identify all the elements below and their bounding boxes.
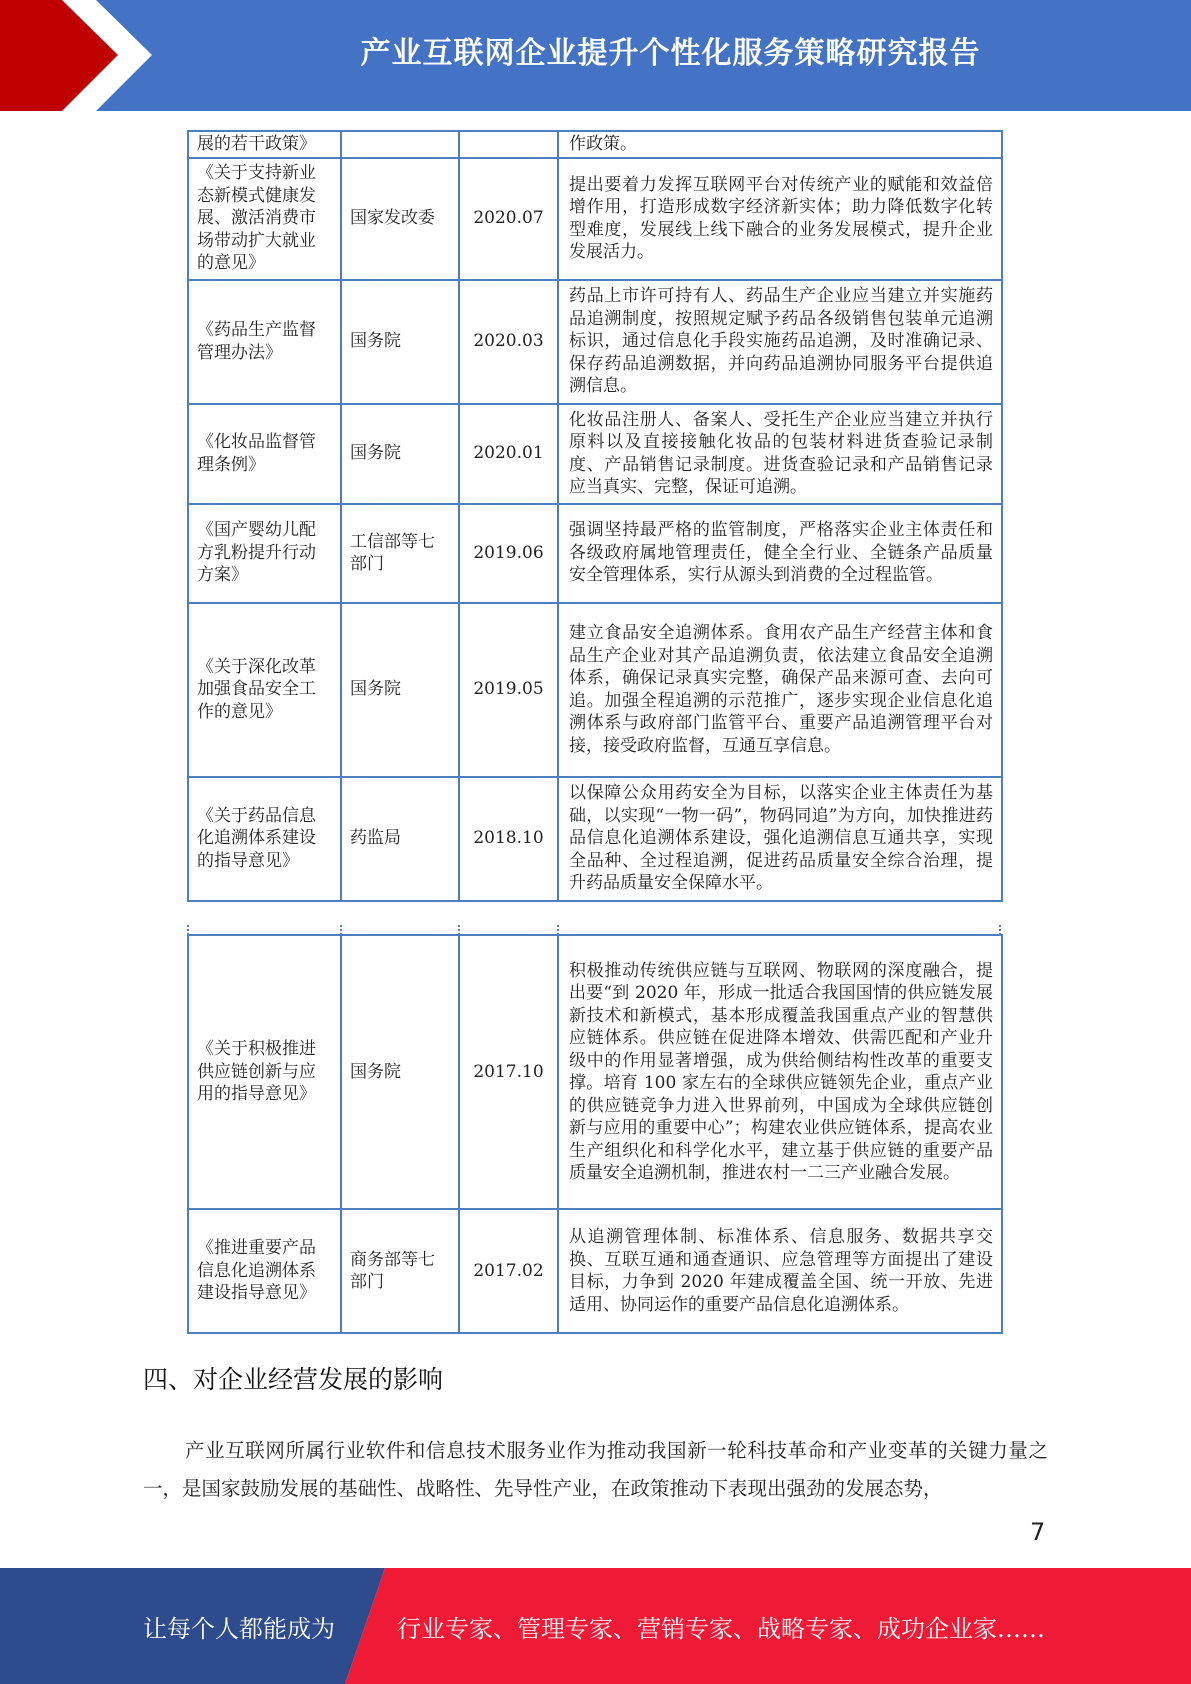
department-cell: 国家发改委 bbox=[341, 158, 459, 280]
policy-table-part-2 bbox=[187, 934, 1003, 1334]
department-cell: 国务院 bbox=[341, 935, 459, 1209]
date-cell: 2019.05 bbox=[459, 603, 558, 777]
header-chevron-decoration bbox=[0, 0, 160, 111]
description-cell: 以保障公众用药安全为目标，以落实企业主体责任为基础，以实现“一物一码”，物码同追”为方向，加快推进药品信息化追溯体系建设，强化追溯信息互通共享，实现全品种、全过程追溯，促进药品质量安全综合治理，提升药品质量安全保障水平。 bbox=[558, 777, 1002, 901]
date-cell: 2018.10 bbox=[459, 777, 558, 901]
date-cell: 2020.07 bbox=[459, 158, 558, 280]
department-cell: 工信部等七部门 bbox=[341, 504, 459, 603]
department-cell: 国务院 bbox=[341, 280, 459, 404]
department-cell: 商务部等七部门 bbox=[341, 1209, 459, 1333]
table-row bbox=[188, 777, 1002, 901]
table-row bbox=[188, 1209, 1002, 1333]
date-cell: 2019.06 bbox=[459, 504, 558, 603]
page-footer bbox=[0, 1568, 1191, 1684]
table-row bbox=[188, 603, 1002, 777]
policy-name-cell: 《关于积极推进供应链创新与应用的指导意见》 bbox=[188, 935, 341, 1209]
description-cell: 建立食品安全追溯体系。食用农产品生产经营主体和食品生产企业对其产品追溯负责，依法建立食品安全追溯体系，确保记录真实完整，确保产品来源可查、去向可追。加强全程追溯的示范推广，逐步实现企业信息化追溯体系与政府部门监管平台、重要产品追溯管理平台对接，接受政府监督，互通互享信息。 bbox=[558, 603, 1002, 777]
policy-name-cell: 《推进重要产品信息化追溯体系建设指导意见》 bbox=[188, 1209, 341, 1333]
description-cell: 化妆品注册人、备案人、受托生产企业应当建立并执行原料以及直接接触化妆品的包装材料进货查验记录制度、产品销售记录制度。进货查验记录和产品销售记录应当真实、完整，保证可追溯。 bbox=[558, 404, 1002, 504]
description-cell: 作政策。 bbox=[558, 131, 1002, 158]
description-cell: 从追溯管理体制、标准体系、信息服务、数据共享交换、互联互通和通查通识、应急管理等方面提出了建设目标，力争到 2020 年建成覆盖全国、统一开放、先进适用、协同运作的重要产品信息化追溯体系。 bbox=[558, 1209, 1002, 1333]
table-row bbox=[188, 158, 1002, 280]
date-cell: 2017.10 bbox=[459, 935, 558, 1209]
policy-name-cell: 《关于支持新业态新模式健康发展、激活消费市场带动扩大就业的意见》 bbox=[188, 158, 341, 280]
table-row bbox=[188, 131, 1002, 158]
table-row bbox=[188, 280, 1002, 404]
department-cell bbox=[341, 131, 459, 158]
department-cell: 药监局 bbox=[341, 777, 459, 901]
date-cell: 2020.01 bbox=[459, 404, 558, 504]
department-cell: 国务院 bbox=[341, 404, 459, 504]
footer-slogan-right: 行业专家、管理专家、营销专家、战略专家、成功企业家…… bbox=[397, 1614, 1045, 1643]
table-row bbox=[188, 935, 1002, 1209]
department-cell: 国务院 bbox=[341, 603, 459, 777]
page-number: 7 bbox=[1030, 1518, 1046, 1546]
policy-name-cell: 《化妆品监督管理条例》 bbox=[188, 404, 341, 504]
date-cell: 2017.02 bbox=[459, 1209, 558, 1333]
page-header bbox=[0, 0, 1191, 111]
policy-name-cell: 《关于深化改革加强食品安全工作的意见》 bbox=[188, 603, 341, 777]
description-cell: 药品上市许可持有人、药品生产企业应当建立并实施药品追溯制度，按照规定赋予药品各级销售包装单元追溯标识，通过信息化手段实施药品追溯，及时准确记录、保存药品追溯数据，并向药品追溯协同服务平台提供追溯信息。 bbox=[558, 280, 1002, 404]
body-paragraph: 产业互联网所属行业软件和信息技术服务业作为推动我国新一轮科技革命和产业变革的关键力量之一，是国家鼓励发展的基础性、战略性、先导性产业，在政策推动下表现出强劲的发展态势， bbox=[143, 1439, 1048, 1500]
date-cell bbox=[459, 131, 558, 158]
table-row bbox=[188, 504, 1002, 603]
policy-table-part-1 bbox=[187, 130, 1003, 902]
policy-name-cell: 展的若干政策》 bbox=[188, 131, 341, 158]
section-heading: 四、对企业经营发展的影响 bbox=[143, 1365, 444, 1394]
date-cell: 2020.03 bbox=[459, 280, 558, 404]
description-cell: 提出要着力发挥互联网平台对传统产业的赋能和效益倍增作用，打造形成数字经济新实体；助力降低数字化转型难度，发展线上线下融合的业务发展模式，提升企业发展活力。 bbox=[558, 158, 1002, 280]
policy-name-cell: 《关于药品信息化追溯体系建设的指导意见》 bbox=[188, 777, 341, 901]
policy-name-cell: 《药品生产监督管理办法》 bbox=[188, 280, 341, 404]
footer-slogan-left: 让每个人都能成为 bbox=[143, 1614, 335, 1643]
policy-name-cell: 《国产婴幼儿配方乳粉提升行动方案》 bbox=[188, 504, 341, 603]
description-cell: 积极推动传统供应链与互联网、物联网的深度融合，提出要“到 2020 年，形成一批适合我国国情的供应链发展新技术和新模式，基本形成覆盖我国重点产业的智慧供应链体系。供应链在促进降本增效、供需匹配和产业升级中的作用显著增强，成为供给侧结构性改革的重要支撑。培育 100 家左右的全球供应链领先企业，重点产业的供应链竞争力进入世界前列，中国成为全球供应链创新与应用的重要中心”；构建农业供应链体系，提高农业生产组织化和科学化水平，建立基于供应链的重要产品质量安全追溯机制，推进农村一二三产业融合发展。 bbox=[558, 935, 1002, 1209]
report-title: 产业互联网企业提升个性化服务策略研究报告 bbox=[360, 36, 981, 71]
description-cell: 强调坚持最严格的监管制度，严格落实企业主体责任和各级政府属地管理责任，健全全行业、全链条产品质量安全管理体系，实行从源头到消费的全过程监管。 bbox=[558, 504, 1002, 603]
table-row bbox=[188, 404, 1002, 504]
